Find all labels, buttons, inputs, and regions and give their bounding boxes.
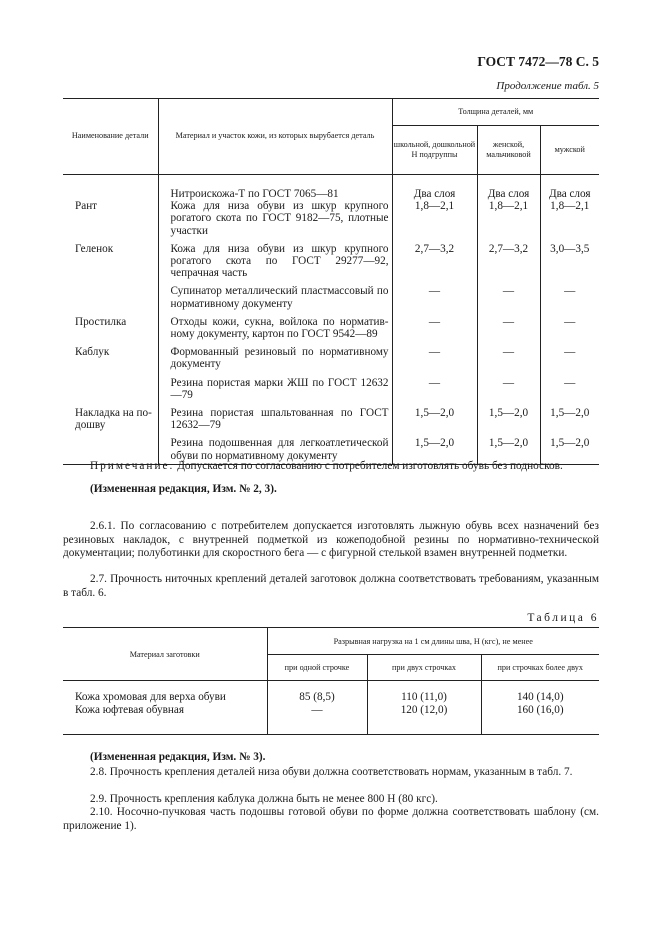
value-cell: 1,5—2,0 (477, 401, 540, 431)
value-cell: 3,0—3,5 (550, 242, 590, 255)
paragraph-2-6-1: 2.6.1. По согласованию с потребителем допускается изготовлять лыжную обувь всех назначений без резиновых накладок, с внутренней подметкой из кожеподобной резины по нормативно-технической документации; полуботинки для скоростного бега — с фигурной стелькой взамен внутренней подметки. (63, 520, 599, 560)
table-row (63, 704, 599, 735)
table-row (63, 310, 599, 340)
table-row (63, 237, 599, 280)
value-cell: — (392, 310, 477, 340)
value-cell: 1,5—2,0 (540, 431, 599, 464)
value-cell: — (477, 371, 540, 401)
table-6 (63, 627, 599, 735)
value-cell: 1,8—2,1 (477, 200, 540, 237)
material-cell: Кожа для низа обуви из шкур крупного рогатого скота по ГОСТ 9182—75, плотные участки (158, 200, 392, 237)
page-header: ГОСТ 7472—78 С. 5 (477, 54, 599, 69)
col-header-name: Наименование детали (63, 99, 158, 175)
table-row (63, 340, 599, 370)
material-cell: Кожа хромовая для верха обуви (63, 681, 267, 705)
material-cell: Резина пористая марки ЖШ по ГОСТ 12632—79 (158, 371, 392, 401)
material-cell: Нитроискожа-Т по ГОСТ 7065—81 (158, 175, 392, 201)
value-cell: 140 (14,0) (516, 691, 564, 703)
value-cell: Два слоя (477, 175, 540, 201)
value-cell: 2,7—3,2 (392, 237, 477, 280)
part-name: Геленок (63, 237, 158, 280)
value-cell: — (477, 340, 540, 370)
note-text: Допускается по согласованию с потребителем изготовлять обувь без подносков. (177, 460, 563, 472)
part-name (63, 279, 158, 309)
subheader-more-stitches: при строчках более двух (481, 655, 599, 681)
col-header-material: Материал заготовки (63, 628, 267, 681)
paragraph-2-7: 2.7. Прочность ниточных креплений деталей заготовок должна соответствовать требованиям, указанным в табл. 6. (63, 573, 599, 599)
material-cell: Резина пористая шпальтованная по ГОСТ 12632—79 (158, 401, 392, 431)
value-cell: 85 (8,5) (267, 681, 367, 705)
material-cell: Кожа юфтевая обувная (63, 704, 267, 735)
table-5 (63, 98, 599, 465)
value-cell: — (392, 279, 477, 309)
value-cell: — (564, 315, 576, 328)
value-cell: 120 (12,0) (367, 704, 481, 735)
subheader-two-stitches: при двух строчках (367, 655, 481, 681)
material-cell: Супинатор металлический пластмассовый по нормативному документу (158, 279, 392, 309)
col-header-load: Разрывная нагрузка на 1 см длины шва, Н (кгс), не менее (267, 628, 599, 655)
part-name: Простилка (63, 310, 158, 340)
table-row (63, 175, 599, 201)
table-row (63, 200, 599, 237)
value-cell: — (392, 340, 477, 370)
material-cell: Резина подошвенная для легкоатлетической обуви по нормативному документу (158, 431, 392, 464)
value-cell: 1,5—2,0 (392, 431, 477, 464)
value-cell: Два слоя (548, 188, 591, 200)
subheader-one-stitch: при одной строчке (267, 655, 367, 681)
part-name: Рант (63, 200, 158, 237)
value-cell: — (564, 285, 576, 298)
paragraph-2-10: 2.10. Носочно-пучковая часть подошвы готовой обуви по форме должна соответствовать шаблону (см. приложение 1). (63, 806, 599, 832)
table-row (63, 279, 599, 309)
table-note (63, 460, 599, 474)
table-continuation-label: Продолжение табл. 5 (496, 80, 599, 92)
material-cell: Формованный резиновый по нормативному документу (158, 340, 392, 370)
value-cell: 1,5—2,0 (477, 431, 540, 464)
material-cell: Отходы кожи, сукна, войлока по норматив-ному документу, картон по ГОСТ 9542—89 (158, 310, 392, 340)
table-row (63, 371, 599, 401)
part-name: Накладка на по-дошву (63, 401, 158, 431)
part-name (63, 371, 158, 401)
value-cell: 1,5—2,0 (550, 407, 590, 420)
value-cell: 1,5—2,0 (392, 401, 477, 431)
table-row (63, 681, 599, 705)
table-row (63, 401, 599, 431)
value-cell: — (564, 376, 576, 389)
value-cell: 160 (16,0) (481, 704, 599, 735)
part-name (63, 175, 158, 201)
col-header-thickness: Толщина деталей, мм (392, 99, 599, 126)
subheader-women: женской, мальчиковой (477, 126, 540, 175)
paragraph-2-9: 2.9. Прочность крепления каблука должна быть не менее 800 Н (80 кгс). (90, 793, 438, 805)
value-cell: — (477, 310, 540, 340)
subheader-school: школьной, дошкольной Н подгруппы (392, 126, 477, 175)
note-label: Примечание. (90, 460, 175, 472)
value-cell: — (392, 371, 477, 401)
subheader-men: мужской (540, 126, 599, 175)
value-cell: 2,7—3,2 (477, 237, 540, 280)
part-name: Каблук (63, 340, 158, 370)
col-header-material: Материал и участок кожи, из которых вырубается деталь (158, 99, 392, 175)
paragraph-2-8: 2.8. Прочность крепления деталей низа обуви должна соответствовать нормам, указанным в табл. 7. (90, 766, 573, 778)
amendment-note-2: (Измененная редакция, Изм. № 3). (90, 751, 266, 763)
value-cell: 1,8—2,1 (550, 200, 590, 213)
value-cell: — (477, 279, 540, 309)
value-cell: 1,8—2,1 (392, 200, 477, 237)
material-cell: Кожа для низа обуви из шкур крупного рогатого скота по ГОСТ 29277—92, чепрачная часть (158, 237, 392, 280)
value-cell: 110 (11,0) (367, 681, 481, 705)
amendment-note-1: (Измененная редакция, Изм. № 2, 3). (90, 483, 277, 495)
value-cell: — (564, 346, 576, 359)
table-6-title: Таблица 6 (527, 612, 599, 624)
value-cell: — (267, 704, 367, 735)
value-cell: Два слоя (392, 175, 477, 201)
